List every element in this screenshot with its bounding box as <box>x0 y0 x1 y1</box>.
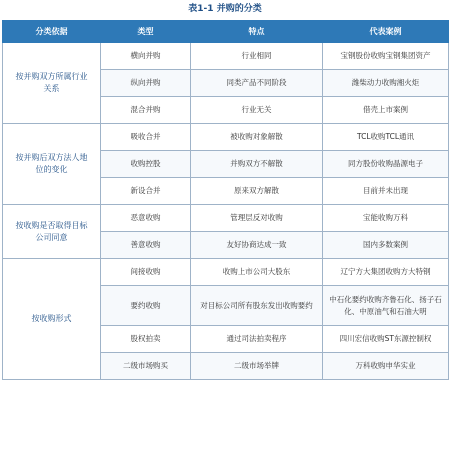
example-cell: 辽宁方大集团收购方大特钢 <box>323 259 449 286</box>
example-cell: 目前并未出现 <box>323 178 449 205</box>
feature-cell: 对目标公司所有股东发出收购要约 <box>191 286 323 326</box>
type-cell: 间接收购 <box>101 259 191 286</box>
header-basis: 分类依据 <box>3 21 101 43</box>
example-cell: 宝能收购万科 <box>323 205 449 232</box>
example-cell: 国内多数案例 <box>323 232 449 259</box>
type-cell: 二级市场购买 <box>101 353 191 380</box>
type-cell: 横向并购 <box>101 43 191 70</box>
feature-cell: 并购双方不解散 <box>191 151 323 178</box>
table-row <box>3 43 449 70</box>
example-cell: 借壳上市案例 <box>323 97 449 124</box>
category-cell: 按收购形式 <box>3 259 101 380</box>
type-cell: 股权拍卖 <box>101 326 191 353</box>
category-cell: 按并购后双方法人地位的变化 <box>3 124 101 205</box>
type-cell: 收购控股 <box>101 151 191 178</box>
type-cell: 要约收购 <box>101 286 191 326</box>
type-cell: 善意收购 <box>101 232 191 259</box>
example-cell: 宝钢股份收购宝钢集团资产 <box>323 43 449 70</box>
example-cell: TCL收购TCL通讯 <box>323 124 449 151</box>
header-feature: 特点 <box>191 21 323 43</box>
category-cell: 按收购是否取得目标公司同意 <box>3 205 101 259</box>
type-cell: 吸收合并 <box>101 124 191 151</box>
feature-cell: 原来双方解散 <box>191 178 323 205</box>
table-row <box>3 259 449 286</box>
table-row <box>3 124 449 151</box>
feature-cell: 行业相同 <box>191 43 323 70</box>
feature-cell: 二级市场举牌 <box>191 353 323 380</box>
example-cell: 四川宏信收购ST东源控制权 <box>323 326 449 353</box>
type-cell: 纵向并购 <box>101 70 191 97</box>
type-cell: 恶意收购 <box>101 205 191 232</box>
feature-cell: 收购上市公司大股东 <box>191 259 323 286</box>
header-type: 类型 <box>101 21 191 43</box>
example-cell: 中石化要约收购齐鲁石化、扬子石化、中原油气和石油大明 <box>323 286 449 326</box>
merger-classification-table <box>2 20 449 380</box>
feature-cell: 管理层反对收购 <box>191 205 323 232</box>
feature-cell: 友好协商达成一致 <box>191 232 323 259</box>
feature-cell: 通过司法拍卖程序 <box>191 326 323 353</box>
example-cell: 同方股份收购晶源电子 <box>323 151 449 178</box>
type-cell: 新设合并 <box>101 178 191 205</box>
table-row <box>3 205 449 232</box>
table-caption: 表1-1 并购的分类 <box>188 4 262 14</box>
type-cell: 混合并购 <box>101 97 191 124</box>
example-cell: 潍柴动力收购湘火炬 <box>323 70 449 97</box>
feature-cell: 被收购对象解散 <box>191 124 323 151</box>
feature-cell: 同类产品不同阶段 <box>191 70 323 97</box>
category-cell: 按并购双方所属行业关系 <box>3 43 101 124</box>
example-cell: 万科收购申华实业 <box>323 353 449 380</box>
header-example: 代表案例 <box>323 21 449 43</box>
feature-cell: 行业无关 <box>191 97 323 124</box>
header-row <box>3 21 449 43</box>
